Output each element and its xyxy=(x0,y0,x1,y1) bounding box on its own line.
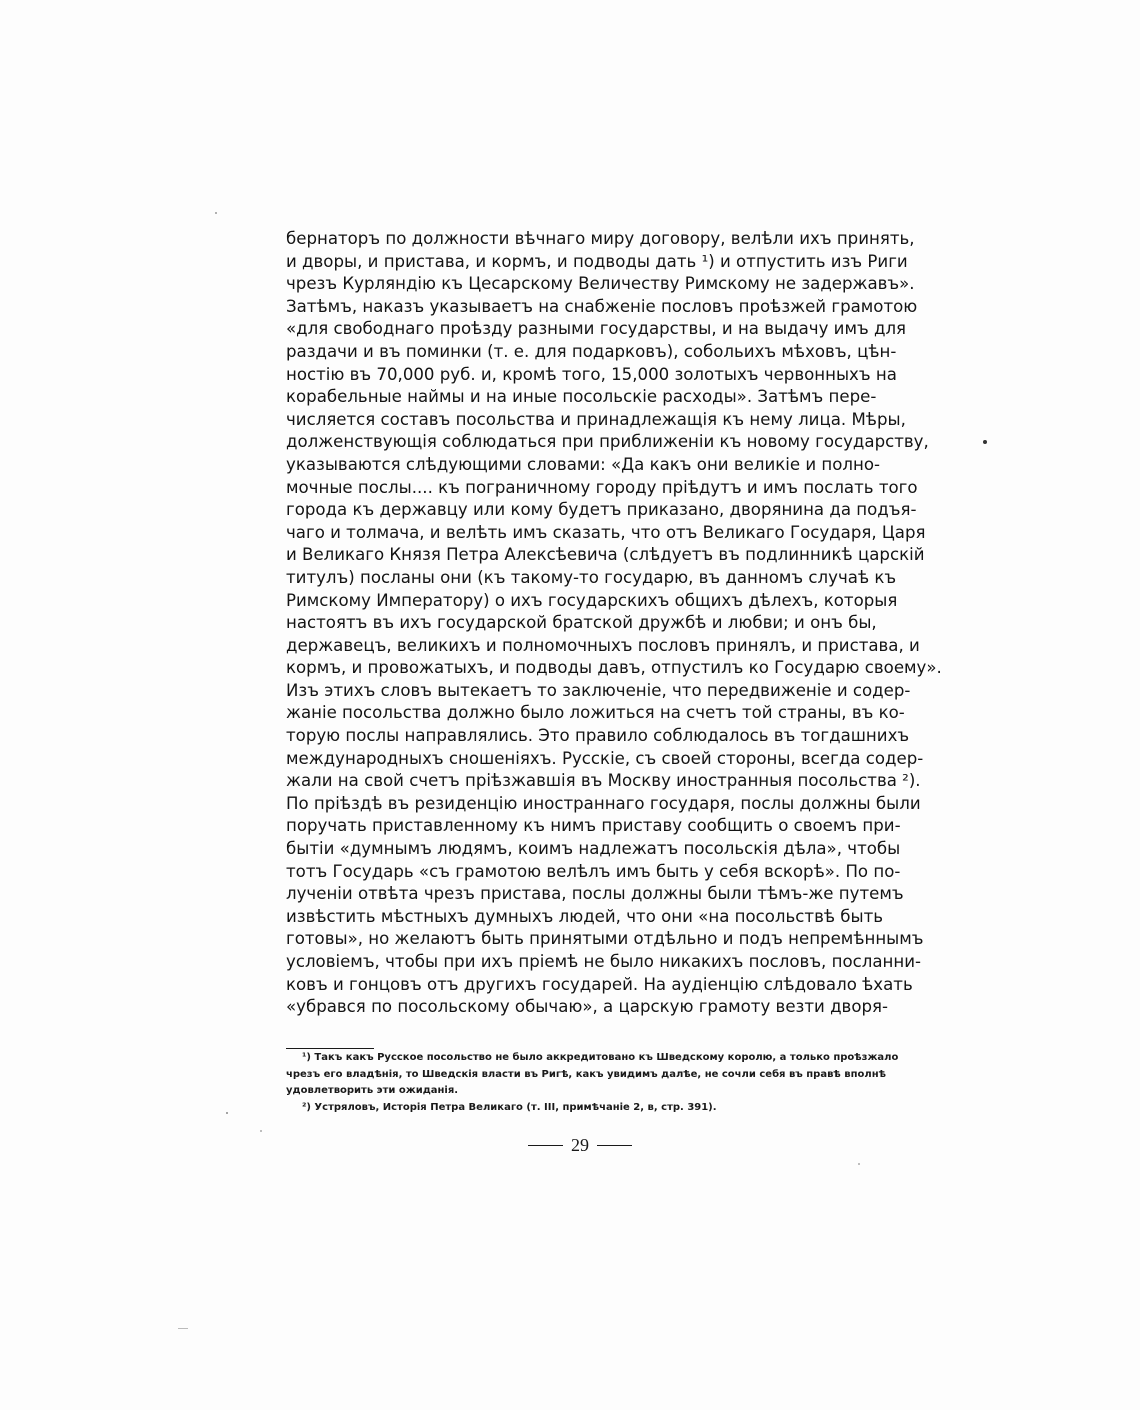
text-line: ковъ и гонцовъ отъ другихъ государей. На аудіенцію слѣдовало ѣхать xyxy=(286,974,913,994)
page-number-dash-right xyxy=(597,1145,632,1146)
text-line: города къ державцу или кому будетъ приказано, дворянина да подъя- xyxy=(286,500,917,520)
text-line: указываются слѣдующими словами: «Да какъ они великіе и полно- xyxy=(286,454,881,474)
text-line: чрезъ Курляндію къ Цесарскому Величеству Римскому не задержавъ». xyxy=(286,274,915,294)
text-line: Изъ этихъ словъ вытекаетъ то заключеніе, что передвиженіе и содер- xyxy=(286,680,911,700)
text-line: раздачи и въ поминки (т. е. для подарковъ), собольихъ мѣховъ, цѣн- xyxy=(286,341,897,361)
text-line: корабельные наймы и на иные посольскіе расходы». Затѣмъ пере- xyxy=(286,387,877,407)
text-line: кормъ, и провожатыхъ, и подводы давъ, отпустилъ ко Государю своему». xyxy=(286,658,942,678)
text-line: числяется составъ посольства и принадлежащія къ нему лица. Мѣры, xyxy=(286,409,906,429)
text-line: Римскому Императору) о ихъ государскихъ общихъ дѣлехъ, которыя xyxy=(286,590,898,610)
text-line: условіемъ, чтобы при ихъ пріемѣ не было никакихъ пословъ, посланни- xyxy=(286,952,921,971)
scan-speck xyxy=(215,212,217,214)
scan-speck xyxy=(226,1112,228,1114)
page-number-dash-left xyxy=(528,1145,563,1146)
text-line: поручать приставленному къ нимъ приставу сообщить о своемъ при- xyxy=(286,816,901,836)
text-line: державецъ, великихъ и полномочныхъ пословъ принялъ, и пристава, и xyxy=(286,635,920,655)
text-line: бытіи «думнымъ людямъ, коимъ надлежатъ посольскія дѣла», чтобы xyxy=(286,839,901,859)
footnote-line: ¹) Такъ какъ Русское посольство не было аккредитовано къ Шведскому королю, а только проѣзжало xyxy=(302,1052,899,1063)
text-line: готовы», но желаютъ быть принятыми отдѣльно и подъ непремѣннымъ xyxy=(286,929,924,949)
text-line: настоятъ въ ихъ государской братской дружбѣ и любви; и онъ бы, xyxy=(286,613,877,633)
text-line: По пріѣздѣ въ резиденцію иностраннаго государя, послы должны были xyxy=(286,793,921,813)
text-line: лученіи отвѣта чрезъ пристава, послы должны были тѣмъ-же путемъ xyxy=(286,884,904,904)
text-line: и Великаго Князя Петра Алексѣевича (слѣдуетъ въ подлинникѣ царскій xyxy=(286,545,925,565)
text-line: «для свободнаго проѣзду разными государствы, и на выдачу имъ для xyxy=(286,319,907,339)
footnote-divider xyxy=(286,1048,374,1049)
text-line: «убрався по посольскому обычаю», а царскую грамоту везти дворя- xyxy=(286,997,888,1017)
text-line: ностію въ 70,000 руб. и, кромѣ того, 15,000 золотыхъ червонныхъ на xyxy=(286,364,897,384)
page-number xyxy=(520,1133,640,1157)
footnote-line: чрезъ его владѣнія, то Шведскія власти въ Ригѣ, какъ увидимъ далѣе, не сочли себя въ правѣ вполнѣ xyxy=(286,1068,886,1080)
scan-speck xyxy=(260,1130,262,1132)
text-line: и дворы, и пристава, и кормъ, и подводы дать ¹) и отпустить изъ Риги xyxy=(286,251,908,271)
text-line: жаніе посольства должно было ложиться на счетъ той страны, въ ко- xyxy=(286,703,905,723)
text-line: жали на свой счетъ пріѣзжавшія въ Москву иностранныя посольства ²). xyxy=(286,771,921,791)
text-line: мочные послы.... къ пограничному городу пріѣдутъ и имъ послать того xyxy=(286,477,918,497)
text-line: извѣстить мѣстныхъ думныхъ людей, что они «на посольствѣ быть xyxy=(286,906,884,926)
text-line: долженствующія соблюдаться при приближеніи къ новому государству, xyxy=(286,432,929,452)
scan-speck xyxy=(858,1163,860,1165)
footnotes xyxy=(286,1050,899,1116)
text-line: Затѣмъ, наказъ указываетъ на снабженіе пословъ проѣзжей грамотою xyxy=(286,296,918,316)
scan-speck xyxy=(983,440,987,444)
text-line: бернаторъ по должности вѣчнаго миру договору, велѣли ихъ принять, xyxy=(286,229,915,248)
page-number-value: 29 xyxy=(571,1134,589,1155)
footnote-line: ²) Устряловъ, Исторія Петра Великаго (т. III, примѣчаніе 2, в, стр. 391). xyxy=(302,1101,717,1113)
text-line: тотъ Государь «съ грамотою велѣлъ имъ быть у себя вскорѣ». По по- xyxy=(286,861,901,881)
text-line: международныхъ сношеніяхъ. Русскіе, съ своей стороны, всегда содер- xyxy=(286,748,924,768)
footnote-line: удовлетворить эти ожиданія. xyxy=(286,1085,459,1097)
scan-speck xyxy=(178,1328,188,1329)
text-line: титулъ) посланы они (къ такому-то государю, въ данномъ случаѣ къ xyxy=(286,567,897,587)
text-line: торую послы направлялись. Это правило соблюдалось въ тогдашнихъ xyxy=(286,726,910,746)
text-line: чаго и толмача, и велѣть имъ сказать, что отъ Великаго Государя, Царя xyxy=(286,522,926,542)
body-text xyxy=(286,228,942,1019)
